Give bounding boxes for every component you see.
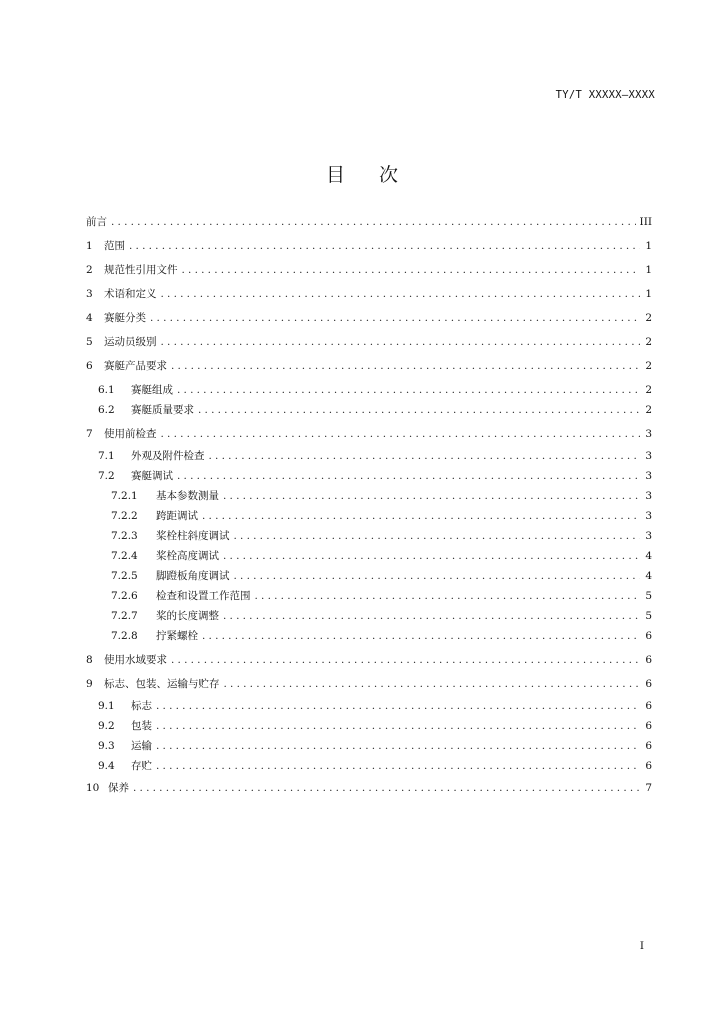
toc-entry-number: 6.1 bbox=[98, 384, 115, 396]
toc-entry-title: 脚蹬板角度调试 bbox=[156, 570, 230, 582]
toc-entry-title: 使用前检查 bbox=[104, 428, 157, 440]
toc-leader-dots bbox=[161, 428, 641, 440]
toc-entry[interactable] bbox=[86, 720, 652, 732]
toc-entry-number: 9.4 bbox=[98, 760, 115, 772]
toc-entry-title: 规范性引用文件 bbox=[104, 264, 178, 276]
toc-entry[interactable] bbox=[86, 510, 652, 522]
toc-entry-number: 6 bbox=[86, 360, 93, 372]
toc-entry-title: 保养 bbox=[108, 782, 129, 794]
toc-entry-number: 10 bbox=[86, 782, 100, 794]
toc-entry-heading bbox=[86, 678, 220, 690]
toc-entry-number: 1 bbox=[86, 240, 93, 252]
toc-entry-heading bbox=[98, 740, 152, 752]
toc-entry-title: 存贮 bbox=[131, 760, 152, 772]
toc-entry-number: 7.2.3 bbox=[111, 530, 138, 542]
toc-entry-heading bbox=[86, 312, 146, 324]
toc-entry-number: 9 bbox=[86, 678, 93, 690]
toc-leader-dots bbox=[223, 610, 640, 622]
toc-leader-dots bbox=[129, 240, 640, 252]
toc-entry-page: 3 bbox=[645, 490, 652, 502]
toc-entry-heading bbox=[86, 336, 157, 348]
toc-leader-dots bbox=[234, 530, 641, 542]
toc-leader-dots bbox=[156, 720, 640, 732]
toc-entry[interactable] bbox=[86, 760, 652, 772]
toc-entry-number: 7.2.6 bbox=[111, 590, 138, 602]
toc-entry-page: 6 bbox=[645, 678, 652, 690]
toc-entry-heading bbox=[111, 550, 219, 562]
toc-entry-page: 3 bbox=[645, 530, 652, 542]
toc-leader-dots bbox=[161, 288, 641, 300]
toc-entry-page: 3 bbox=[645, 428, 652, 440]
toc-entry-page: 7 bbox=[645, 782, 652, 794]
toc-entry-heading bbox=[86, 782, 129, 794]
toc-entry-title: 拧紧螺栓 bbox=[156, 630, 198, 642]
toc-entry-page: 2 bbox=[645, 404, 652, 416]
toc-entry-heading bbox=[111, 510, 198, 522]
toc-entry-number: 8 bbox=[86, 654, 93, 666]
toc-entry[interactable] bbox=[86, 216, 652, 228]
toc-entry-page: 6 bbox=[645, 740, 652, 752]
toc-entry-heading bbox=[111, 590, 251, 602]
toc-entry-number: 7.2.8 bbox=[111, 630, 138, 642]
page-title: 目次 bbox=[325, 164, 432, 186]
toc-entry-heading bbox=[98, 470, 173, 482]
toc-entry[interactable] bbox=[86, 610, 652, 622]
toc-leader-dots bbox=[209, 450, 641, 462]
toc-entry-title: 桨的长度调整 bbox=[156, 610, 219, 622]
toc-entry-heading bbox=[98, 384, 173, 396]
toc-entry-heading bbox=[86, 216, 107, 228]
toc-leader-dots bbox=[223, 490, 640, 502]
toc-entry-number: 9.2 bbox=[98, 720, 115, 732]
toc-entry-page: 6 bbox=[645, 654, 652, 666]
toc-entry[interactable] bbox=[86, 782, 652, 794]
toc-entry-page: 6 bbox=[645, 720, 652, 732]
toc-entry-title: 包装 bbox=[131, 720, 152, 732]
toc-entry[interactable] bbox=[86, 312, 652, 324]
toc-entry-heading bbox=[86, 360, 167, 372]
toc-entry[interactable] bbox=[86, 264, 652, 276]
toc-leader-dots bbox=[202, 510, 640, 522]
toc-entry[interactable] bbox=[86, 450, 652, 462]
toc-entry-heading bbox=[86, 264, 178, 276]
toc-entry-title: 基本参数测量 bbox=[156, 490, 219, 502]
toc-entry-page: 2 bbox=[645, 360, 652, 372]
toc-entry-heading bbox=[98, 450, 205, 462]
toc-leader-dots bbox=[156, 700, 640, 712]
toc-entry-page: 4 bbox=[645, 570, 652, 582]
toc-entry[interactable] bbox=[86, 550, 652, 562]
toc-entry-number: 2 bbox=[86, 264, 93, 276]
toc-entry-number: 7.2.1 bbox=[111, 490, 138, 502]
toc-entry[interactable] bbox=[86, 490, 652, 502]
toc-entry-page: 1 bbox=[645, 288, 652, 300]
toc-entry-heading bbox=[86, 654, 167, 666]
toc-entry-number: 9.1 bbox=[98, 700, 115, 712]
toc-entry[interactable] bbox=[86, 404, 652, 416]
toc-entry-heading bbox=[111, 490, 219, 502]
toc-entry-number: 3 bbox=[86, 288, 93, 300]
toc-leader-dots bbox=[198, 404, 640, 416]
toc-entry-title: 检查和设置工作范围 bbox=[156, 590, 251, 602]
toc-entry-number: 7.2.2 bbox=[111, 510, 138, 522]
toc-entry-page: III bbox=[639, 216, 652, 228]
toc-entry-title: 赛艇质量要求 bbox=[131, 404, 194, 416]
toc-entry-page: 6 bbox=[645, 630, 652, 642]
toc-entry-heading bbox=[86, 288, 157, 300]
toc-entry-heading bbox=[111, 570, 230, 582]
toc-entry-title: 跨距调试 bbox=[156, 510, 198, 522]
toc-entry[interactable] bbox=[86, 360, 652, 372]
toc-entry-page: 4 bbox=[645, 550, 652, 562]
toc-entry-number: 7.2.7 bbox=[111, 610, 138, 622]
toc-entry-heading bbox=[111, 610, 219, 622]
toc-entry-title: 术语和定义 bbox=[104, 288, 157, 300]
toc-entry[interactable] bbox=[86, 740, 652, 752]
toc-entry-title: 使用水域要求 bbox=[104, 654, 167, 666]
toc-entry-number: 7.2.4 bbox=[111, 550, 138, 562]
toc-leader-dots bbox=[182, 264, 641, 276]
toc-leader-dots bbox=[177, 384, 640, 396]
toc-entry-title: 运输 bbox=[131, 740, 152, 752]
toc-entry[interactable] bbox=[86, 384, 652, 396]
toc-entry-page: 3 bbox=[645, 470, 652, 482]
toc-entry-page: 3 bbox=[645, 450, 652, 462]
toc-entry[interactable] bbox=[86, 630, 652, 642]
toc-entry-number: 4 bbox=[86, 312, 93, 324]
toc-entry-page: 2 bbox=[645, 384, 652, 396]
toc-entry[interactable] bbox=[86, 530, 652, 542]
toc-entry-title: 前言 bbox=[86, 216, 107, 228]
toc-entry-number: 7 bbox=[86, 428, 93, 440]
toc-entry[interactable] bbox=[86, 590, 652, 602]
toc-entry-page: 1 bbox=[645, 264, 652, 276]
toc-leader-dots bbox=[177, 470, 640, 482]
toc-entry-heading bbox=[86, 240, 125, 252]
page-number: I bbox=[639, 940, 644, 952]
toc-entry-heading bbox=[98, 720, 152, 732]
toc-entry-heading bbox=[86, 428, 157, 440]
toc-entry-page: 5 bbox=[645, 590, 652, 602]
toc-entry-number: 6.2 bbox=[98, 404, 115, 416]
toc-entry[interactable] bbox=[86, 678, 652, 690]
toc-entry-page: 2 bbox=[645, 312, 652, 324]
toc-entry-page: 6 bbox=[645, 760, 652, 772]
toc-leader-dots bbox=[111, 216, 636, 228]
toc-entry-title: 标志、包装、运输与贮存 bbox=[104, 678, 220, 690]
toc-leader-dots bbox=[234, 570, 641, 582]
toc-entry-number: 7.1 bbox=[98, 450, 115, 462]
toc-entry[interactable] bbox=[86, 240, 652, 252]
toc-entry-heading bbox=[98, 404, 194, 416]
toc-entry-page: 5 bbox=[645, 610, 652, 622]
toc-leader-dots bbox=[133, 782, 640, 794]
toc-entry-number: 5 bbox=[86, 336, 93, 348]
toc-leader-dots bbox=[161, 336, 641, 348]
toc-entry[interactable] bbox=[86, 654, 652, 666]
toc-entry-number: 9.3 bbox=[98, 740, 115, 752]
toc-leader-dots bbox=[255, 590, 641, 602]
toc-entry-title: 赛艇产品要求 bbox=[104, 360, 167, 372]
toc-leader-dots bbox=[171, 360, 640, 372]
toc-entry[interactable] bbox=[86, 336, 652, 348]
toc-entry[interactable] bbox=[86, 288, 652, 300]
toc-entry-page: 3 bbox=[645, 510, 652, 522]
toc-leader-dots bbox=[156, 760, 640, 772]
toc-entry-title: 赛艇分类 bbox=[104, 312, 146, 324]
toc-leader-dots bbox=[202, 630, 640, 642]
toc-entry-heading bbox=[111, 630, 198, 642]
toc-entry-title: 赛艇调试 bbox=[131, 470, 173, 482]
toc-entry-heading bbox=[98, 760, 152, 772]
toc-entry-title: 标志 bbox=[131, 700, 152, 712]
toc-entry-page: 2 bbox=[645, 336, 652, 348]
toc-entry-title: 桨栓高度调试 bbox=[156, 550, 219, 562]
toc-leader-dots bbox=[150, 312, 640, 324]
document-code: TY/T XXXXX—XXXX bbox=[555, 89, 655, 101]
toc-entry[interactable] bbox=[86, 700, 652, 712]
toc-entry-page: 6 bbox=[645, 700, 652, 712]
toc-entry-title: 外观及附件检查 bbox=[131, 450, 205, 462]
toc-leader-dots bbox=[171, 654, 640, 666]
toc-entry-title: 桨栓柱斜度调试 bbox=[156, 530, 230, 542]
toc-entry-heading bbox=[98, 700, 152, 712]
toc-leader-dots bbox=[223, 550, 640, 562]
toc-entry-title: 运动员级别 bbox=[104, 336, 157, 348]
toc-entry-heading bbox=[111, 530, 230, 542]
toc-entry-page: 1 bbox=[645, 240, 652, 252]
toc-entry-number: 7.2.5 bbox=[111, 570, 138, 582]
toc-entry-title: 范围 bbox=[104, 240, 125, 252]
toc-entry[interactable] bbox=[86, 570, 652, 582]
toc-entry[interactable] bbox=[86, 470, 652, 482]
toc-entry-title: 赛艇组成 bbox=[131, 384, 173, 396]
toc-leader-dots bbox=[156, 740, 640, 752]
toc-entry-number: 7.2 bbox=[98, 470, 115, 482]
toc-entry[interactable] bbox=[86, 428, 652, 440]
toc-leader-dots bbox=[224, 678, 641, 690]
